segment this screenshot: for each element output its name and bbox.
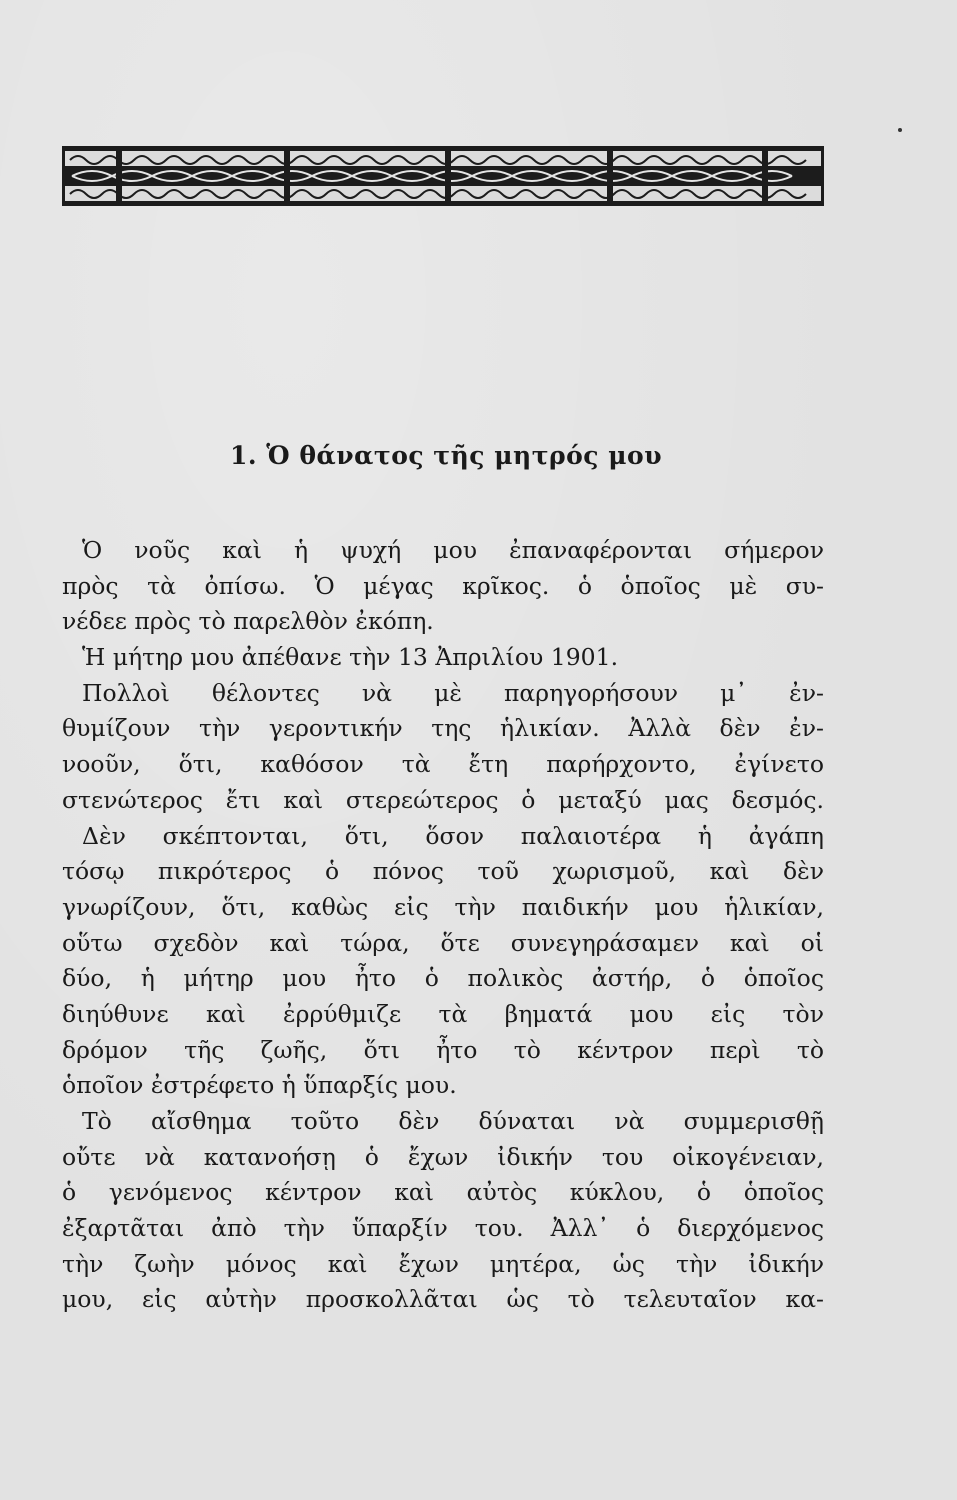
chapter-title: 1. Ὁ θάνατος τῆς μητρός μου — [230, 441, 663, 470]
text-line: δύο, ἡ μήτηρ μου ἦτο ὁ πολικὸς ἀστήρ, ὁ ὁποῖος — [62, 964, 824, 993]
text-line: Ὁ νοῦς καὶ ἡ ψυχή μου ἐπαναφέρονται σήμερον — [82, 536, 824, 564]
text-line: νέδεε πρὸς τὸ παρελθὸν ἐκόπη. — [62, 607, 434, 636]
text-line: τὴν ζωὴν μόνος καὶ ἔχων μητέρα, ὡς τὴν ἰδικήν — [62, 1249, 824, 1278]
text-line: Ἡ μήτηρ μου ἀπέθανε τὴν 13 Ἀπριλίου 1901. — [82, 643, 619, 672]
text-line: πρὸς τὰ ὀπίσω. Ὁ μέγας κρῖκος. ὁ ὁποῖος μὲ συ- — [62, 571, 824, 600]
text-line: νοοῦν, ὅτι, καθόσον τὰ ἔτη παρήρχοντο, ἐγίνετο — [62, 750, 824, 779]
decorative-header-border-icon — [62, 146, 824, 206]
text-line: Δὲν σκέπτονται, ὅτι, ὅσον παλαιοτέρα ἡ ἀγάπη — [82, 821, 824, 850]
text-line: Πολλοὶ θέλοντες νὰ μὲ παρηγορήσουν μ᾽ ἐν- — [82, 678, 824, 707]
text-line: οὔτε νὰ κατανοήσῃ ὁ ἔχων ἰδικήν του οἰκογένειαν, — [62, 1142, 824, 1171]
text-line: στενώτερος ἔτι καὶ στερεώτερος ὁ μεταξύ μας δεσμός. — [62, 785, 824, 814]
ink-speck — [898, 128, 902, 132]
text-line: ἐξαρτᾶται ἀπὸ τὴν ὕπαρξίν του. Ἀλλ᾽ ὁ διερχόμενος — [62, 1214, 824, 1243]
text-line: μου, εἰς αὐτὴν προσκολλᾶται ὡς τὸ τελευταῖον κα- — [62, 1285, 824, 1314]
text-line: διηύθυνε καὶ ἐρρύθμιζε τὰ βηματά μου εἰς τὸν — [62, 999, 824, 1028]
body-text — [62, 533, 824, 1318]
text-line: γνωρίζουν, ὅτι, καθὼς εἰς τὴν παιδικήν μου ἡλικίαν, — [62, 892, 824, 921]
text-line: τόσῳ πικρότερος ὁ πόνος τοῦ χωρισμοῦ, καὶ δὲν — [62, 857, 824, 886]
text-line: ὁποῖον ἐστρέφετο ἡ ὕπαρξίς μου. — [62, 1071, 457, 1100]
text-line: Τὸ αἴσθημα τοῦτο δὲν δύναται νὰ συμμερισθῇ — [82, 1107, 824, 1135]
text-line: δρόμον τῆς ζωῆς, ὅτι ἦτο τὸ κέντρον περὶ τὸ — [62, 1035, 824, 1064]
text-line: θυμίζουν τὴν γεροντικήν της ἡλικίαν. Ἀλλὰ δὲν ἐν- — [62, 714, 824, 743]
text-line: οὕτω σχεδὸν καὶ τώρα, ὅτε συνεγηράσαμεν καὶ οἱ — [62, 928, 824, 957]
text-line: ὁ γενόμενος κέντρον καὶ αὐτὸς κύκλου, ὁ ὁποῖος — [62, 1178, 824, 1207]
